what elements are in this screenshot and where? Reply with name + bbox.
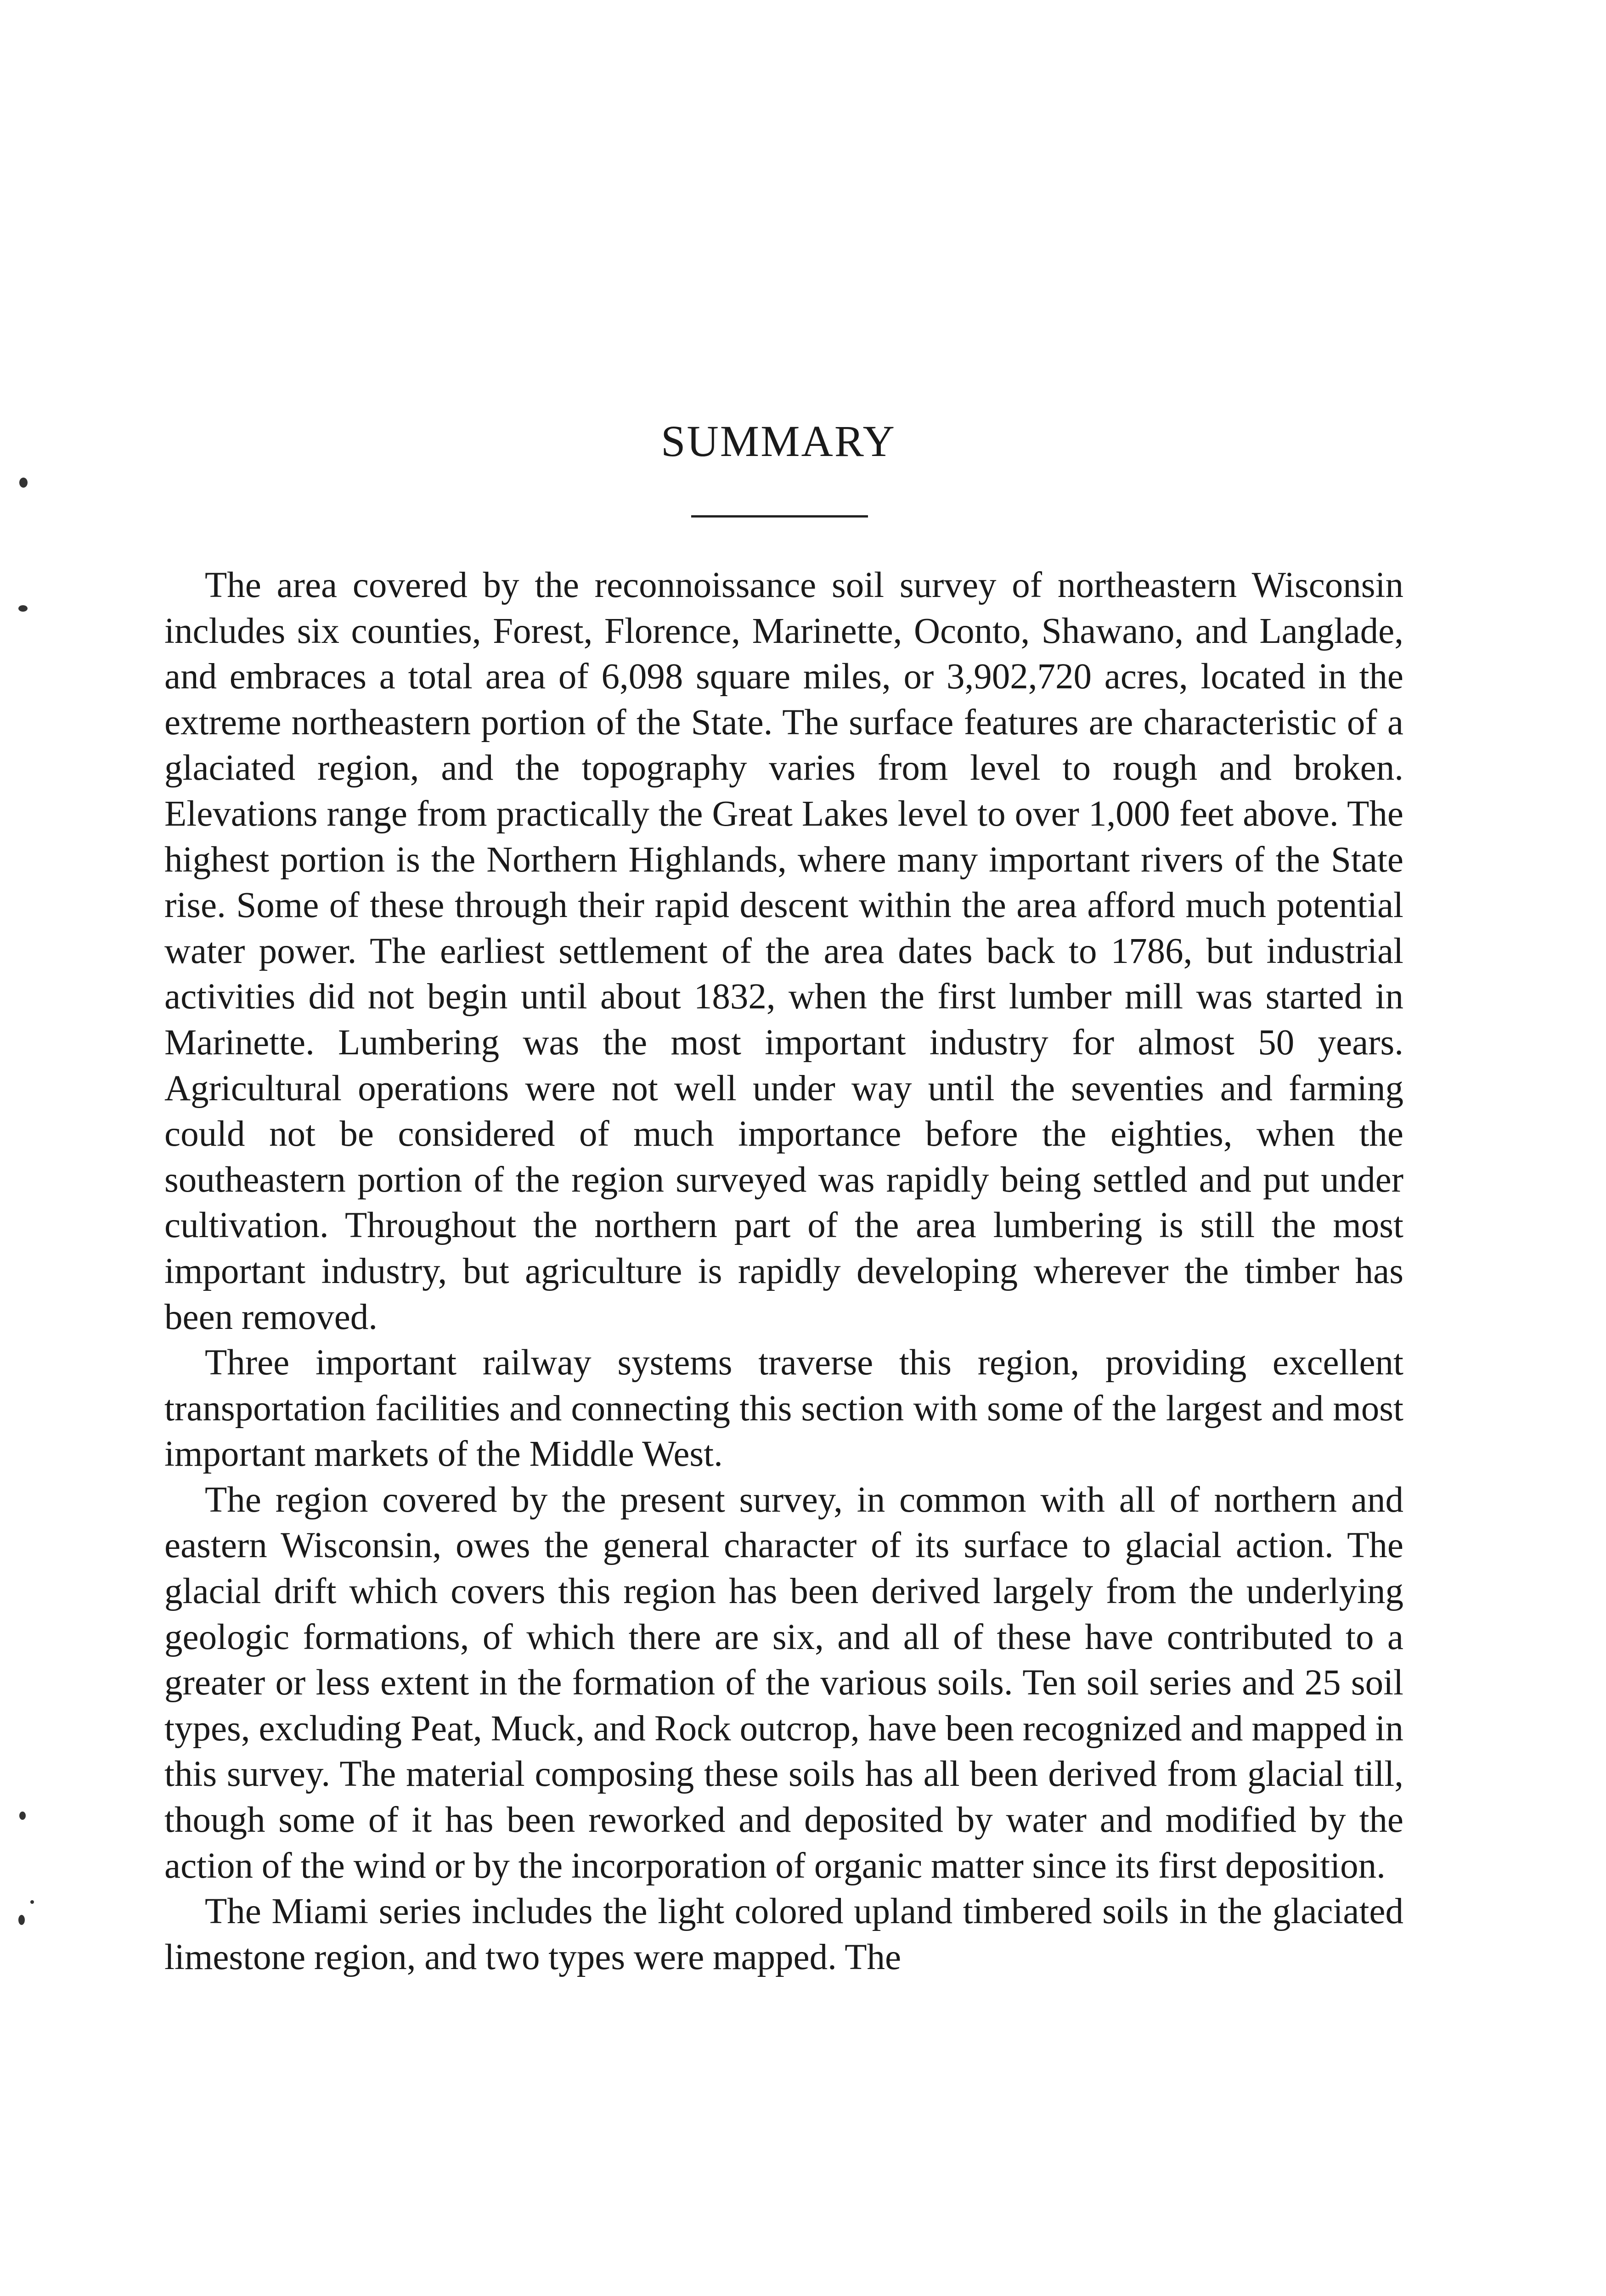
- page-title: SUMMARY: [661, 416, 896, 466]
- margin-speck: [30, 1900, 34, 1904]
- paragraph-area-overview: The area covered by the reconnoissance soil survey of northeastern Wisconsin includes six counties, Forest, Florence, Marinette, Oconto, Shawano, and Langlade, and embraces a total area of 6,098 square miles, or 3,902,720 acres, located in the extreme northeastern portion of the State. The surface features are characteristic of a glaciated region, and the topography varies from level to rough and broken. Elevations range from practically the Great Lakes level to over 1,000 feet above. The highest portion is the Northern Highlands, where many important rivers of the State rise. Some of these through their rapid descent within the area afford much potential water power. The earliest settlement of the area dates back to 1786, but industrial activities did not begin until about 1832, when the first lumber mill was started in Marinette. Lumbering was the most important industry for almost 50 years. Agricultural operations were not well under way until the seventies and farming could not be considered of much importance before the eighties, when the southeastern portion of the region surveyed was rapidly being settled and put under cultivation. Throughout the northern part of the area lumbering is still the most important industry, but agriculture is rapidly developing wherever the timber has been removed.: [164, 565, 1403, 1337]
- summary-body: [164, 563, 1403, 1980]
- margin-speck: [18, 1915, 25, 1925]
- paragraph-glacial-drift: The region covered by the present survey, in common with all of northern and eastern Wisconsin, owes the general character of its surface to glacial action. The glacial drift which covers this region has been derived largely from the underlying geologic formations, of which there are six, and all of these have contributed to a greater or less extent in the formation of the various soils. Ten soil series and 25 soil types, excluding Peat, Muck, and Rock outcrop, have been recognized and mapped in this survey. The material composing these soils has all been derived from glacial till, though some of it has been reworked and deposited by water and modified by the action of the wind or by the incorporation of organic matter since its first deposition.: [164, 1480, 1403, 1886]
- margin-speck: [18, 605, 28, 612]
- paragraph-railways: Three important railway systems traverse this region, providing excellent transportation facilities and connecting this section with some of the largest and most important markets of the Middle West.: [164, 1343, 1403, 1474]
- paragraph-miami-series: The Miami series includes the light colored upland timbered soils in the glaciated limestone region, and two types were mapped. The: [164, 1891, 1403, 1977]
- margin-speck: [19, 478, 28, 488]
- margin-speck: [19, 1812, 26, 1820]
- title-underline-rule: [691, 515, 868, 518]
